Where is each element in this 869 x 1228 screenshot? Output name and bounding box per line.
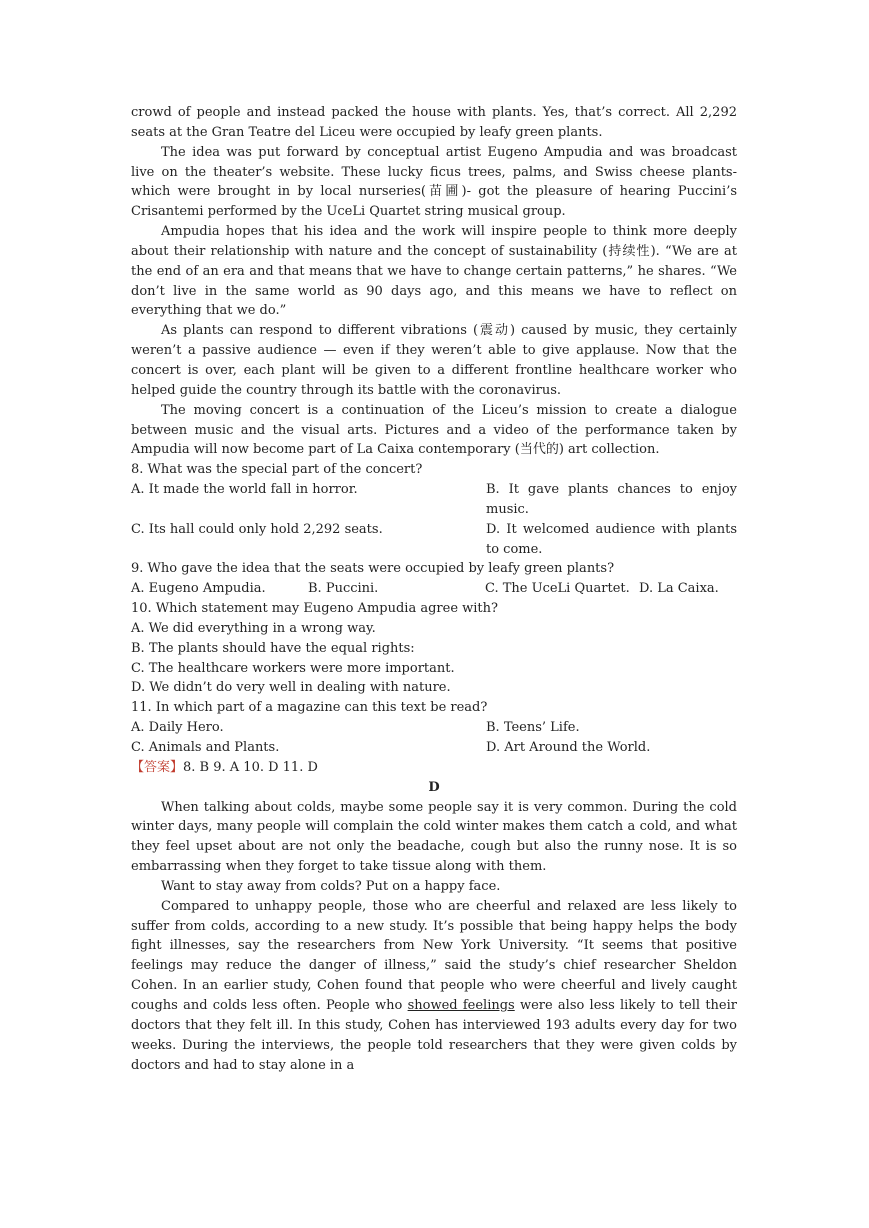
option-c: C. The UceLi Quartet. — [485, 581, 630, 597]
paragraph — [131, 897, 737, 1076]
question-10-options — [131, 619, 737, 698]
option-a: A. Eugeno Ampudia. — [131, 581, 266, 597]
option-a: A. Daily Hero. — [131, 720, 224, 736]
option-b: B. The plants should have the equal rights: — [131, 640, 415, 656]
answer-line — [131, 758, 737, 778]
question-8-options — [131, 480, 737, 559]
paragraph: Want to stay away from colds? Put on a happy face. — [161, 878, 501, 894]
option-a: A. It made the world fall in horror. — [131, 482, 358, 498]
question-9-options — [131, 579, 737, 599]
paragraph: The idea was put forward by conceptual artist Eugeno Ampudia and was broadcast live on the theater’s website. These lucky ficus trees, palms, and Swiss cheese plants-which were brought in by local nurseries(苗圃)- got the pleasure of hearing Puccini’s Crisantemi performed by the UceLi Quartet string musical group. — [131, 144, 737, 220]
option-b: B. Teens’ Life. — [486, 720, 580, 736]
option-d: D. La Caixa. — [639, 581, 719, 597]
paragraph: The moving concert is a continuation of the Liceu’s mission to create a dialogue between music and the visual arts. Pictures and a video of the performance taken by Ampudia will now become part of La Caixa contemporary (当代的) art collection. — [131, 402, 737, 458]
paragraph-text: Compared to unhappy people, those who are cheerful and relaxed are less likely to suffer from colds, according to a new study. It’s possible that being happy helps the body fight illnesses, say the researchers from New York University. “It seems that positive feelings may reduce the danger of illness,” said the study’s chief researcher Sheldon Cohen. In an earlier study, Cohen found that people who were cheerful and lively caught coughs and colds less often. People who — [131, 898, 737, 1013]
question-11: 11. In which part of a magazine can this text be read? — [131, 700, 488, 716]
answer-text: 8. B 9. A 10. D 11. D — [183, 759, 318, 775]
question-11-options — [131, 718, 737, 758]
option-d: D. It welcomed audience with plants to come. — [486, 521, 737, 557]
underlined-phrase: showed feelings — [407, 997, 515, 1013]
question-10: 10. Which statement may Eugeno Ampudia agree with? — [131, 601, 498, 617]
answer-tag: 【答案】 — [131, 759, 184, 775]
option-a: A. We did everything in a wrong way. — [131, 620, 376, 636]
option-d: D. Art Around the World. — [486, 740, 651, 755]
option-c: C. Animals and Plants. — [131, 740, 280, 755]
paragraph: When talking about colds, maybe some people say it is very common. During the cold winter days, many people will complain the cold winter makes them catch a cold, and what they feel upset about are not only the beadache, cough but also the runny nose. It is so embarrassing when they forget to take tissue along with them. — [131, 799, 737, 875]
option-c: C. The healthcare workers were more important. — [131, 660, 455, 676]
document-page — [131, 103, 737, 1075]
option-b: B. It gave plants chances to enjoy music. — [486, 482, 737, 517]
question-9: 9. Who gave the idea that the seats were occupied by leafy green plants? — [131, 561, 615, 577]
option-c: C. Its hall could only hold 2,292 seats. — [131, 521, 383, 537]
option-d: D. We didn’t do very well in dealing with nature. — [131, 680, 451, 696]
paragraph: Ampudia hopes that his idea and the work will inspire people to think more deeply about their relationship with nature and the concept of sustainability (持续性). “We are at the end of an era and that means that we have to change certain patterns,” he shares. “We don’t live in the same world as 90 days ago, and this means we have to reflect on everything that we do.” — [131, 224, 737, 319]
paragraph-text: were also less likely to tell their doctors that they felt ill. In this study, Cohen has interviewed 193 adults every day for two weeks. During the interviews, the people told researchers that they were given colds by doctors and had to stay alone in a — [131, 997, 737, 1073]
paragraph: As plants can respond to different vibrations (震动) caused by music, they certainly weren’t a passive audience — even if they weren’t able to give applause. Now that the concert is over, each plant will be given to a different frontline healthcare worker who helped guide the country through its battle with the coronavirus. — [131, 323, 737, 398]
question-8: 8. What was the special part of the concert? — [131, 462, 423, 478]
paragraph: crowd of people and instead packed the house with plants. Yes, that’s correct. All 2,292 seats at the Gran Teatre del Liceu were occupied by leafy green plants. — [131, 105, 737, 140]
option-b: B. Puccini. — [308, 581, 379, 597]
section-title: D — [428, 779, 440, 795]
